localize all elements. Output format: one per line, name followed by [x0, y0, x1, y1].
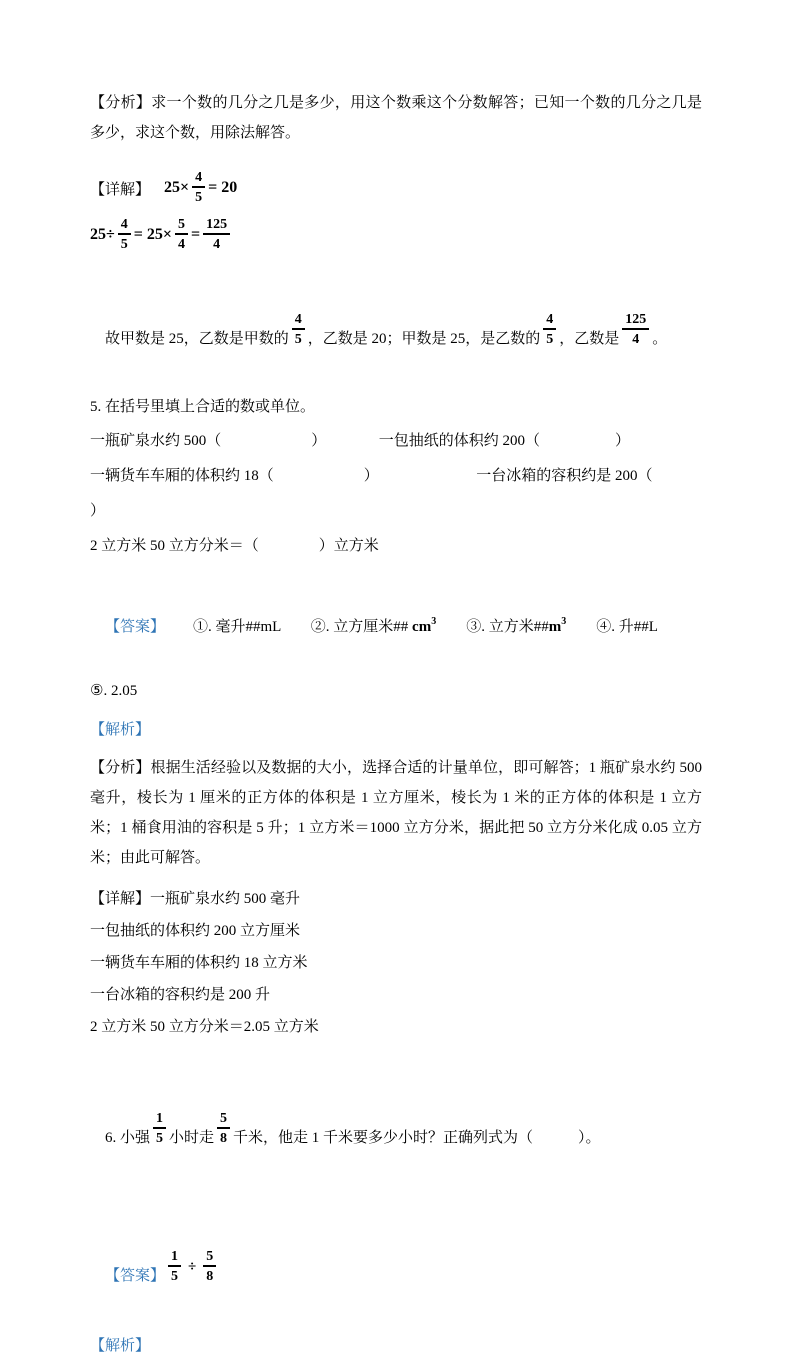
fraction [543, 312, 556, 347]
unit-superscript: 3 [561, 616, 567, 627]
fraction-numerator: 1 [153, 1111, 166, 1129]
fraction-numerator: 5 [203, 1249, 216, 1267]
fraction [217, 1111, 230, 1146]
fraction-numerator: 5 [175, 217, 188, 235]
jiexi-label: 【解析】 [90, 722, 151, 738]
unit-base: cm [412, 619, 432, 635]
formula-text: = [191, 225, 201, 243]
fraction [153, 1111, 166, 1146]
fraction-numerator: 1 [168, 1249, 181, 1267]
fraction-denominator: 8 [220, 1131, 228, 1146]
fraction-denominator: 5 [546, 332, 554, 347]
unit-cm3 [412, 616, 437, 635]
q5-blank-line-2: 一辆货车车厢的体积约 18（ ） 一台冰箱的容积约是 200（ [90, 468, 653, 484]
fraction-numerator: 4 [118, 217, 131, 235]
unit-superscript: 3 [431, 616, 437, 627]
q5-answer-line [90, 574, 702, 675]
answer-label: 【答案】 [105, 1268, 166, 1284]
math-formula-2 [90, 217, 233, 252]
formula-text: = 25× [133, 225, 173, 243]
q4-formula-2 [90, 217, 702, 252]
text-segment: ③. 立方米## [436, 619, 549, 635]
text-segment: 千米，他走 1 千米要多少小时？正确列式为（ ）。 [233, 1130, 601, 1146]
answer-label: 【答案】 [105, 619, 166, 635]
fraction-denominator: 8 [206, 1269, 214, 1284]
fraction-numerator: 125 [203, 217, 230, 235]
q4-analysis-paragraph: 【分析】求一个数的几分之几是多少，用这个数乘这个分数解答；已知一个数的几分之几是多少，求这个数，用除法解答。 [90, 95, 702, 141]
fraction-denominator: 4 [178, 237, 186, 252]
fraction-denominator: 4 [632, 332, 640, 347]
text-segment: 。 [652, 331, 668, 347]
text-segment: 小时走 [169, 1130, 215, 1146]
fraction-numerator: 4 [292, 312, 305, 330]
fraction-numerator: 5 [217, 1111, 230, 1129]
q5-detail-line: 一台冰箱的容积约是 200 升 [90, 987, 271, 1003]
q5-detail-block [90, 883, 702, 1043]
text-segment: 故甲数是 25，乙数是甲数的 [105, 331, 289, 347]
formula-text: 25× [164, 178, 190, 196]
text-segment: ①. 毫升##mL ②. 立方厘米## [193, 619, 413, 635]
q5-blank-line-4: 2 立方米 50 立方分米＝（ ）立方米 [90, 538, 379, 554]
text-segment: ④. 升##L [566, 619, 658, 635]
fraction [292, 312, 305, 347]
fraction-denominator: 5 [171, 1269, 179, 1284]
fraction-denominator: 4 [213, 237, 221, 252]
unit-m3 [548, 616, 567, 635]
text-segment: ，乙数是 20；甲数是 25，是乙数的 [307, 331, 541, 347]
q4-conclusion-line [90, 258, 702, 384]
q5-answer-line-2: ⑤. 2.05 [90, 683, 138, 699]
math-formula-1 [164, 170, 237, 205]
q5-blank-line-3: ） [90, 503, 106, 519]
fraction-denominator: 5 [195, 190, 203, 205]
fraction-numerator: 4 [543, 312, 556, 330]
q5-title: 5. 在括号里填上合适的数或单位。 [90, 399, 316, 415]
q5-detail-line: 2 立方米 50 立方分米＝2.05 立方米 [90, 1019, 319, 1035]
fraction-denominator: 5 [156, 1131, 164, 1146]
q5-analysis-paragraph: 【分析】根据生活经验以及数据的大小，选择合适的计量单位，即可解答；1 瓶矿泉水约 500 毫升，棱长为 1 厘米的正方体的体积是 1 立方厘米，棱长为 1 米的正方体的体积是 1 立方米；1 桶食用油的容积是 5 升；1 立方米＝1000 立方分米，据此把 50 立方分米化成 0.05 立方米；由此可解答。 [90, 760, 706, 866]
fraction [192, 170, 205, 205]
fraction [175, 217, 188, 252]
fraction [118, 217, 131, 252]
fraction-numerator: 4 [192, 170, 205, 188]
fraction [622, 312, 649, 347]
division-operator: ÷ [188, 1259, 197, 1275]
fraction-denominator: 5 [120, 237, 128, 252]
text-segment: 6. 小强 [105, 1130, 151, 1146]
formula-text: = 20 [208, 178, 238, 196]
q4-detail-formula-row [90, 170, 702, 205]
unit-base: m [548, 619, 562, 635]
detail-label: 【详解】 [90, 182, 151, 198]
fraction [203, 217, 230, 252]
q5-detail-line: 一包抽纸的体积约 200 立方厘米 [90, 923, 301, 939]
q5-detail-line: 一辆货车车厢的体积约 18 立方米 [90, 955, 308, 971]
q5-blank-line-1: 一瓶矿泉水约 500（ ） 一包抽纸的体积约 200（ ） [90, 433, 631, 449]
fraction-denominator: 5 [294, 332, 302, 347]
q5-detail-line: 【详解】一瓶矿泉水约 500 毫升 [90, 891, 301, 907]
text-segment: ，乙数是 [559, 331, 620, 347]
q6-question-line [90, 1057, 702, 1183]
fraction-numerator: 125 [622, 312, 649, 330]
fraction [168, 1249, 181, 1284]
fraction [203, 1249, 216, 1284]
formula-text: 25÷ [90, 225, 115, 243]
q6-answer-line [90, 1195, 702, 1321]
jiexi-label: 【解析】 [90, 1338, 151, 1354]
